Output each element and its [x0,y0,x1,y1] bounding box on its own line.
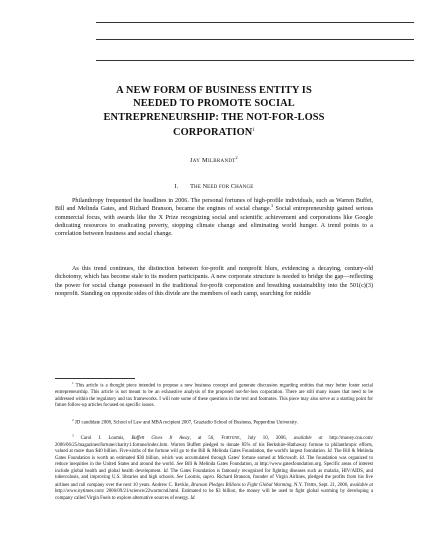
header-rule-bottom [96,60,414,61]
section-word3-initial: C [230,183,236,190]
paragraph-text: Philanthropy frequented the headlines in 2006. The personal fortunes of high-profile individuals, such as Warren Buffet, Bill and Melinda Gates, and Richard Branson, became the engines of social change. [55,198,373,213]
footnote-separator [55,378,135,379]
footnote-ref[interactable]: 3 [271,203,274,209]
signal-italic: Id. [163,468,169,474]
signal-italic: Id. [190,495,196,501]
footnote-text: The Bill & Melinda Gates Foundation is worth an estimated $30 billion, which was accumulated through Gates' fortune earned at Microsoft. [55,449,373,461]
footnote-text: The Gates Foundation is famously recognized for fighting diseases such as malaria, HIV/AIDS, and tuberculosis, and improving U.S. libraries and high schools. [55,468,374,481]
author-first-rest: AY [192,159,201,164]
section-heading [96,183,332,190]
footnote-text: , at 56, F [189,436,225,441]
body-paragraph [55,265,373,298]
footnote-text: The foundation was organized to reduce inequities in the United States and around the world. [55,455,373,468]
title-text: A NEW FORM OF BUSINESS ENTITY IS NEEDED TO PROMOTE SOCIAL ENTREPRENEURSHIP: THE NOT-FOR-LOSS CORPORATION [103,85,325,138]
footnote [55,383,373,410]
signal-italic: Id. [327,449,333,455]
signal-italic: available at [349,482,373,488]
author-footnote-ref[interactable]: 2 [235,155,238,160]
header-rule-top [96,22,414,23]
paragraph-text: Social entrepreneurship gained serious commercial focus, with awards like the X Prize recognizing social and scientific achievement and corporations like Google dedicating resources to eradicating poverty, stopping climate change and eliminating world hunger. A trend points to a correlation between business and social change. [55,206,373,238]
footnote-text: JD candidate 2008, School of Law and MBA recipient 2007, Graziadio School of Business, Pepperdine University. [74,420,298,426]
publication-smallcaps: IMES [307,482,317,487]
section-word1-rest: HE [193,185,202,190]
footnote-text: http://www.nytimes.com/ 2006/09/21/science/22warmcnd.html. Estimated to be $3 billion, the money will be used to fight global warming by developing a company called Virgin Fuels to explore alternative sources of energy. [55,489,373,501]
footnote-number: 2 [72,418,74,422]
citation-title: Buffett Gives It Away [131,436,190,441]
signal-italic: available at [293,436,323,441]
header-rule-middle [96,39,414,40]
author-name [96,155,332,164]
section-word2-rest: EED FOR [207,185,230,190]
section-word2-initial: N [202,183,208,190]
footnote-text: This article is a thought piece intended to propose a new business concept and generate discussion regarding entities that may better foster social entrepreneurship. This article is not meant to be an exhaustive analysis of the proposed not-for-loss corporation. There are still many issues that need to be addressed within the regulatory and tax frameworks. I will note some of these questions in the text and footnotes. This piece may also serve as a starting point for future follow-up articles focused on specific issues. [55,383,373,409]
footnote-text: Loomis, [183,475,203,481]
footnote-text: Bill & Melinda Gates Foundation, at http://www.gatesfoundation.org. Specific areas of interest include global health and global health development. [55,462,373,474]
body-paragraph [55,197,373,239]
signal-italic: See [176,462,184,468]
footnote-text: , July 10, 2006, [239,436,294,441]
author-last-rest: ILBRANDT [207,159,236,164]
section-word1-initial: T [190,183,194,190]
author-last-initial: M [202,157,208,164]
footnote-text: . Richard Branson, founder of Virgin Airlines, pledged the profits from his five airlines and rail company over the next 10 years. Andrew C. Revkin, [55,475,373,488]
footnote-text: Carol J. Loomis, [80,436,132,441]
signal-italic: Id. [299,455,306,461]
citation-title: Branson Pledges Billions to Fight Global Warming [191,482,292,488]
footnote-number: 1 [72,381,74,385]
footnote-text: , N.Y. T [291,482,308,488]
signal-italic: See [176,475,184,481]
section-word3-rest: HANGE [235,185,254,190]
publication-smallcaps: ORTUNE [224,436,240,440]
article-title [96,84,332,139]
signal-italic: supra [202,475,214,481]
footnote-number: 3 [72,433,74,438]
author-first-initial: J [190,157,193,164]
title-footnote-ref[interactable]: 1 [252,127,256,133]
section-number: I. [174,183,179,190]
footnote [55,435,373,502]
paragraph-text: As this trend continues, the distinction between for-profit and nonprofit blurs, evidencing a decaying, century-old dichotomy, which has become stale to its modern participants. A new corporate structure is needed to bridge the gap—reflecting the power for social change possessed in the traditional for-profit corporation and breathing sustainability into the 501(c)(3) nonprofit. Standing on opposite sides of this divide are the members of each camp, searching for middle [55,266,373,298]
footnote-text: , Sept. 21, 2006, [316,482,350,488]
footnote [55,420,373,427]
footnote-text: http://money.cnn.com/ 2006/06/25/magazines/fortune/charity1.fortune/index.htm. Warren Buffett pledged to donate 85% of his Berkshire-Hathaway fortune to philanthropic efforts, valued at more than $40 billion. Five-sixths of the fortune will go to the Bill & Melinda Gates Foundation, the world's largest foundation. [55,436,373,455]
